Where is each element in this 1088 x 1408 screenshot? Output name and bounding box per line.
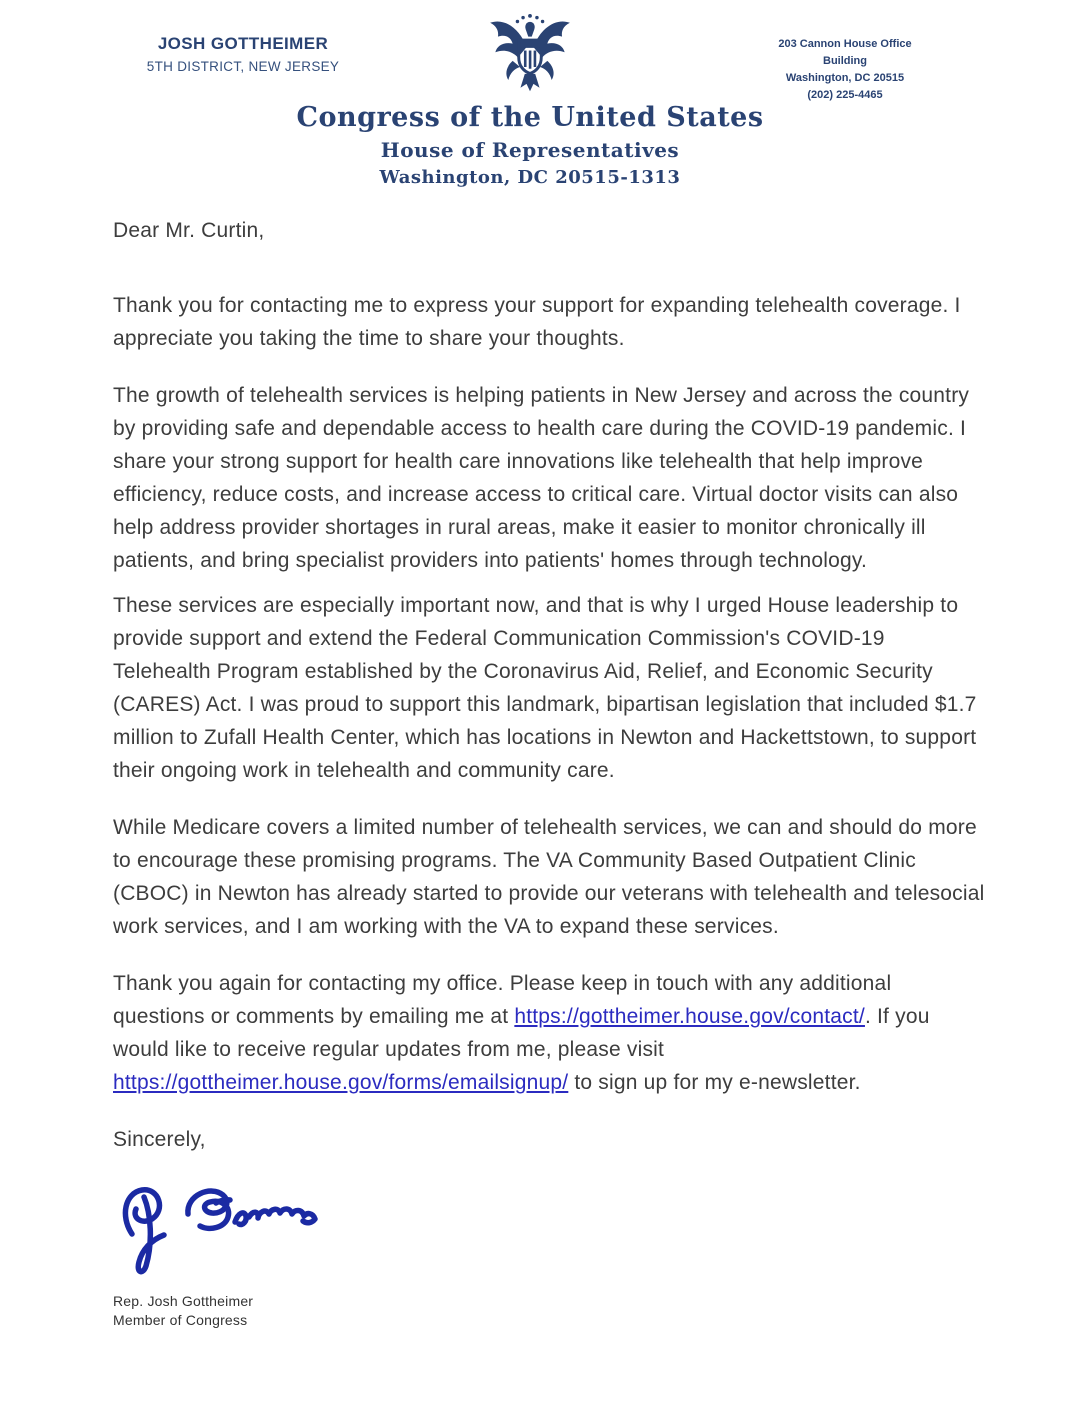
paragraph-3: These services are especially important now, and that is why I urged House leadership to provide support and extend the Federal Communication Commission's COVID-19 Telehealth Program established by the Coronavirus Aid, Relief, and Economic Security (CARES) Act. I was proud to support this landmark, bipartisan legislation that included $1.7 million to Zufall Health Center, which has locations in Newton and Hackettstown, to support their ongoing work in telehealth and community care.: [113, 594, 977, 782]
salutation: Dear Mr. Curtin,: [113, 219, 265, 242]
letter-body: [113, 214, 985, 1330]
member-district: 5TH DISTRICT, NEW JERSEY: [146, 59, 340, 74]
letterhead-office-block: [760, 36, 930, 104]
paragraph-2: The growth of telehealth services is helping patients in New Jersey and across the country by providing safe and dependable access to health care during the COVID-19 pandemic. I share your strong support for health care innovations like telehealth that help improve efficiency, reduce costs, and increase access to critical care. Virtual doctor visits can also help address provider shortages in rural areas, make it easier to monitor chronically ill patients, and bring specialist providers into patients' homes through technology.: [113, 384, 970, 572]
office-phone: (202) 225-4465: [807, 89, 883, 101]
office-address-line1: 203 Cannon House Office Building: [778, 38, 912, 67]
paragraph-1: Thank you for contacting me to express your support for expanding telehealth coverage. I appreciate you taking the time to share your thoughts.: [113, 294, 961, 350]
signer-title: Member of Congress: [113, 1312, 248, 1328]
paragraph-5-text-a: Thank you again for contacting my office. Please keep in touch with any additional questions or comments by emailing me at: [113, 972, 892, 1028]
handwritten-signature-icon: [113, 1164, 985, 1282]
closing: Sincerely,: [113, 1128, 206, 1151]
signer-block: [113, 1292, 985, 1330]
paragraph-5-text-b: . If you would like to receive regular updates from me, please visit: [113, 1005, 930, 1061]
paragraph-4: While Medicare covers a limited number of telehealth services, we can and should do more to encourage these promising programs. The VA Community Based Outpatient Clinic (CBOC) in Newton has already started to provide our veterans with telehealth and telesocial work services, and I am working with the VA to expand these services.: [113, 816, 985, 938]
org-line-congress: Congress of the United States: [296, 102, 764, 133]
org-line-washington: Washington, DC 20515-1313: [379, 167, 681, 188]
contact-link[interactable]: https://gottheimer.house.gov/contact/: [514, 1005, 865, 1028]
paragraph-5-text-c: to sign up for my e-newsletter.: [568, 1071, 861, 1094]
email-signup-link[interactable]: https://gottheimer.house.gov/forms/emailsignup/: [113, 1071, 569, 1094]
paragraph-5: [113, 967, 985, 1099]
member-name: JOSH GOTTHEIMER: [157, 34, 329, 53]
signer-name: Rep. Josh Gottheimer: [113, 1293, 254, 1309]
org-line-house: House of Representatives: [380, 138, 680, 162]
office-address-line2: Washington, DC 20515: [785, 72, 905, 84]
